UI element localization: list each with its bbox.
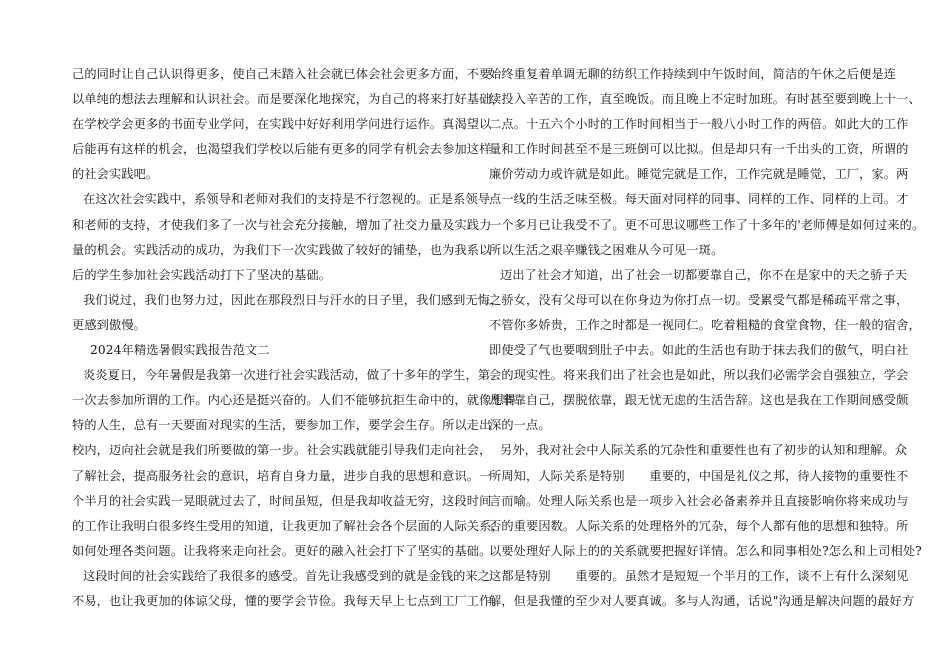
text-line: 廉价劳动力或许就是如此。睡觉完就是工作，工作完就是睡觉，工厂，家。两 [489,167,909,182]
text-line: 始终重复着单调无聊的纺织工作持续到中午饭时间，简洁的午休之后便是连 [489,67,897,81]
text-line: 深的一点。 [489,418,551,433]
text-line: 量的机会。实践活动的成功，为我们下一次实践做了较好的铺垫，也为我系以 [72,242,492,257]
text-line: 量和工作时间甚至不是三班倒可以比拟。但是却只有一千出头的工资，所谓的 [489,142,909,157]
text-line: 迈出了社会才知道，出了社会一切都要靠自己，你不在是家中的天之骄子天 [500,267,908,282]
text-line: 校内，迈向社会就是我们所要做的第一步。社会实践就能引导我们走向社会， [72,443,492,458]
text-line: 己的同时让自己认识得更多，使自己未踏入社会就已体会社会更多方面，不要 [72,67,492,81]
text-line: 的社会实践吧。 [72,167,159,182]
text-line: 凡事靠自己，摆脱依靠，跟无忧无虑的生活告辞。这也是我在工作期间感受颇 [489,393,909,408]
text-line: 个半月的社会实践一晃眼就过去了，时间虽短，但是我却收益无穷，这段时间 [72,493,492,508]
text-line: 特的人生，总有一天要面对现实的生活，要参加工作，要学会生存。所以走出 [72,418,492,433]
text-line: 解，但是我懂的至少对人要真诚。多与人沟通，话说"沟通是解决问题的最好方 [489,593,915,608]
text-line: 炎炎夏日，今年暑假是我第一次进行社会实践活动，做了十多年的学生，第 [83,368,491,383]
left-text-column [72,62,517,662]
text-line: 的工作让我明白很多终生受用的知道，让我更加了解社会各个层面的人际关系， [72,518,504,533]
text-line: 后能再有这样的机会，也渴望我们学校以后能有更多的同学有机会去参加这样 [72,142,492,157]
text-line: 否的重要因数。人际关系的处理格外的冗杂，每个人都有他的思想和独特。所 [489,518,909,533]
text-line: 更感到傲慢。 [72,317,147,332]
text-line: 二点。十五六个小时的工作时间相当于一般八小时工作的两倍。如此大的工作 [489,117,909,132]
text-line: 了解社会，提高服务社会的意识，培育自身力量，进步自我的思想和意识。一 [72,468,492,483]
text-line: 之骄女，没有父母可以在你身边为你打点一切。受累受气都是稀疏平常之事， [489,292,909,307]
text-line: 如何处理各类问题。让我将来走向社会。更好的融入社会打下了坚实的基础。 [72,543,492,558]
text-line: 会的现实性。将来我们出了社会也是如此，所以我们必需学会自强独立，学会 [489,368,909,383]
text-line: 即使受了气也要咽到肚子中去。如此的生活也有助于抹去我们的傲气，明白社 [489,343,909,358]
text-line: 一个多月已让我受不了。更不可思议哪些工作了十多年的'老师傅是如何过来的。 [489,217,925,232]
text-line: 点一线的生活乏味至极。每天面对同样的同事、同样的工作、同样的上司。才 [489,192,909,207]
text-line: 言而喻。处理人际关系也是一项步入社会必备素养并且直接影响你将来成功与 [489,493,909,508]
text-line: 后的学生参加社会实践活动打下了坚决的基础。 [72,267,332,282]
text-line: 这段时间的社会实践给了我很多的感受。首先让我感受到的就是金钱的来之 [83,568,491,583]
text-line: 不易，也让我更加的体谅父母，懂的要学会节俭。我每天早上七点到工厂工作。 [72,593,504,608]
text-line: 在这次社会实践中，系领导和老师对我们的支持是不行忽视的。正是系领导 [83,192,491,207]
text-line: 续投入辛苦的工作，直至晚饭。而且晚上不定时加班。有时甚至要到晚上十一、 [489,92,921,107]
text-line: 这都是特别 重要的。虽然才是短短一个半月的工作，谈不上有什么深刻见 [489,568,909,583]
text-line: 以要处理好人际上的的关系就要把握好详情。怎么和同事相处?怎么和上司相处? [489,543,922,558]
text-line: 我们说过，我们也努力过，因此在那段烈日与汗水的日子里，我们感到无悔， [83,292,503,307]
right-text-column [489,62,925,662]
text-line: 以单纯的想法去理解和认识社会。而是要深化地探究，为自己的将来打好基础， [72,92,504,107]
text-line: 不管你多娇贵，工作之时都是一视同仁。吃着粗糙的食堂食物，住一般的宿舍， [489,317,921,332]
text-line: 另外，我对社会中人际关系的冗杂性和重要性也有了初步的认知和理解。众 [500,443,908,458]
text-line: 所以生活之艰辛赚钱之困难从今可见一斑。 [489,242,724,257]
text-line: 所周知，人际关系是特别 重要的，中国是礼仪之邦，待人接物的重要性不 [489,468,909,483]
text-line: 和老师的支持，才使我们多了一次与社会充分接触，增加了社交力量及实践力 [72,217,492,232]
section-heading: 2024年精选暑假实践报告范文二 [90,343,270,358]
text-line: 在学校学会更多的书面专业学问，在实践中好好利用学问进行运作。真渴望以 [72,117,492,132]
text-line: 一次去参加所谓的工作。内心还是挺兴奋的。人们不能够抗拒生命中的，就像想得 [72,393,517,408]
